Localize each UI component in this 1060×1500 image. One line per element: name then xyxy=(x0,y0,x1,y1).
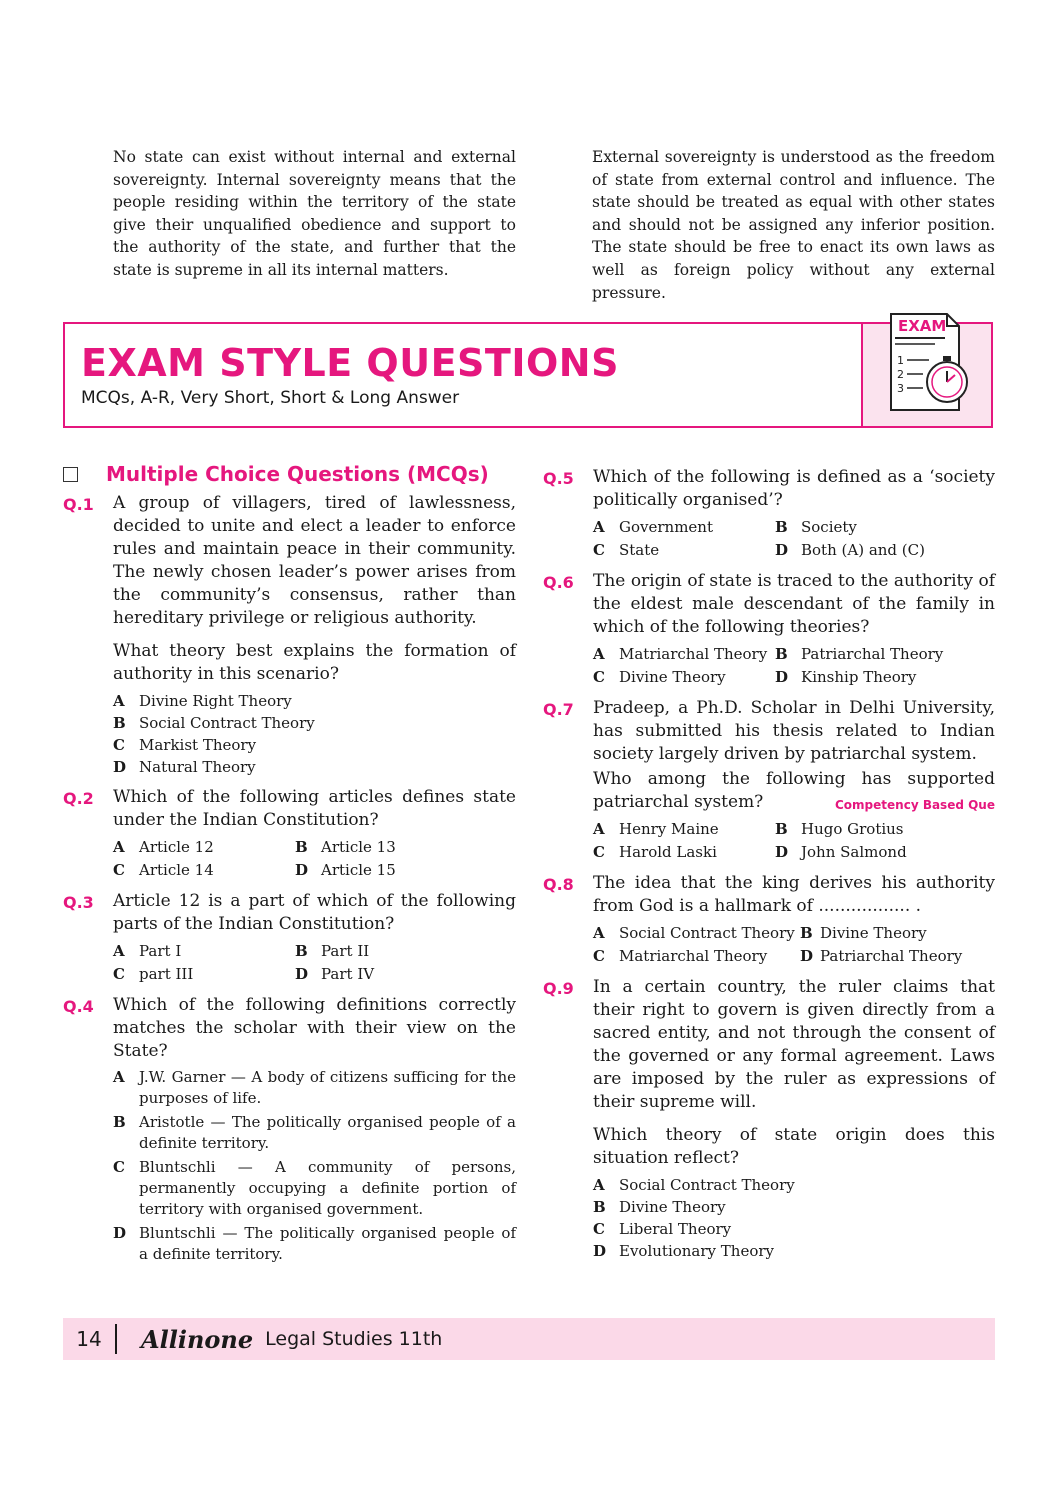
question-prompt: Who among the following has supported patriarchal system? Competency Based Que xyxy=(593,768,995,814)
option-b: B Part II xyxy=(295,942,370,960)
option-d: D Bluntschli — The politically organised people of a definite territory. xyxy=(113,1224,516,1263)
option-d: D Evolutionary Theory xyxy=(593,1242,775,1260)
option-c: C State xyxy=(593,541,660,559)
section-title: Multiple Choice Questions (MCQs) xyxy=(106,462,489,486)
option-b: B Social Contract Theory xyxy=(113,714,315,732)
question-text: The origin of state is traced to the authority of the eldest male descendant of the family in which of the following theories? xyxy=(593,571,995,637)
option-b: B Article 13 xyxy=(295,838,396,856)
svg-text:3: 3 xyxy=(897,382,904,395)
option-c: C Matriarchal Theory xyxy=(593,947,768,965)
exam-clipboard-stopwatch-icon xyxy=(885,310,975,416)
option-c: C Divine Theory xyxy=(593,668,726,686)
option-d: D Article 15 xyxy=(295,861,396,879)
page-number: 14 xyxy=(76,1327,102,1351)
book-title: Legal Studies 11th xyxy=(265,1328,443,1350)
brand-logo: Allinone xyxy=(141,1324,254,1354)
banner-icon-panel xyxy=(861,317,991,426)
question-text: Which of the following is defined as a ‘society politically organised’? xyxy=(593,467,995,510)
question-prompt: Which theory of state origin does this situation reflect? xyxy=(593,1125,995,1168)
question-3 xyxy=(63,890,516,986)
question-1 xyxy=(63,492,516,778)
option-b: B Divine Theory xyxy=(593,1198,726,1216)
checkbox-icon xyxy=(63,467,78,482)
right-column xyxy=(543,466,995,1270)
question-text: Article 12 is a part of which of the following parts of the Indian Constitution? xyxy=(113,891,516,934)
question-9 xyxy=(543,976,995,1262)
intro-left-paragraph: No state can exist without internal and external sovereignty. Internal sovereignty means that the people residing within the territory of the state give their unqualified obedience and support to the authority of the state, and further that the state is supreme in all its internal matters. xyxy=(113,148,516,279)
option-a: A Social Contract Theory xyxy=(593,924,795,942)
left-column xyxy=(63,462,516,1276)
competency-badge: Competency Based Que xyxy=(835,798,995,812)
section-header xyxy=(63,462,516,486)
banner-text xyxy=(65,324,861,426)
banner-title: EXAM STYLE QUESTIONS xyxy=(81,341,619,385)
option-c: C Harold Laski xyxy=(593,843,717,861)
question-number: Q.2 xyxy=(63,789,94,808)
question-4 xyxy=(63,994,516,1268)
question-number: Q.1 xyxy=(63,495,94,514)
option-c: C Markist Theory xyxy=(113,736,257,754)
option-b: B Divine Theory xyxy=(800,924,927,942)
option-a: A Divine Right Theory xyxy=(113,692,292,710)
question-text: Which of the following articles defines state under the Indian Constitution? xyxy=(113,787,516,830)
question-text: A group of villagers, tired of lawlessness, decided to unite and elect a leader to enforce rules and maintain peace in their community. The newly chosen leader’s power arises from the community’s consensus, rather than hereditary privilege or religious authority. xyxy=(113,493,516,628)
option-d: D Part IV xyxy=(295,965,375,983)
option-a: A Government xyxy=(593,518,713,536)
option-a: A Article 12 xyxy=(113,838,214,856)
question-text: Pradeep, a Ph.D. Scholar in Delhi University, has submitted his thesis related to Indian society largely driven by patriarchal system. xyxy=(593,698,995,764)
question-number: Q.4 xyxy=(63,997,94,1016)
option-c: C Bluntschli — A community of persons, permanently occupying a definite portion of territory with organised government. xyxy=(113,1158,516,1218)
option-a: A Matriarchal Theory xyxy=(593,645,768,663)
option-b: B Patriarchal Theory xyxy=(775,645,944,663)
question-5 xyxy=(543,466,995,562)
question-number: Q.5 xyxy=(543,469,574,488)
svg-text:2: 2 xyxy=(897,368,904,381)
exam-style-banner xyxy=(63,317,993,428)
question-8 xyxy=(543,872,995,968)
question-text: Which of the following definitions correctly matches the scholar with their view on the State? xyxy=(113,995,516,1061)
option-b: B Aristotle — The politically organised people of a definite territory. xyxy=(113,1113,516,1152)
question-number: Q.8 xyxy=(543,875,574,894)
question-number: Q.9 xyxy=(543,979,574,998)
option-c: C Article 14 xyxy=(113,861,214,879)
svg-text:1: 1 xyxy=(897,354,904,367)
page-footer xyxy=(63,1318,995,1360)
option-c: C Liberal Theory xyxy=(593,1220,732,1238)
option-a: A J.W. Garner — A body of citizens sufficing for the purposes of life. xyxy=(113,1068,516,1107)
question-number: Q.3 xyxy=(63,893,94,912)
option-b: B Hugo Grotius xyxy=(775,820,904,838)
intro-section xyxy=(113,146,995,304)
option-d: D Kinship Theory xyxy=(775,668,917,686)
question-number: Q.7 xyxy=(543,700,574,719)
option-d: D Patriarchal Theory xyxy=(800,947,963,965)
question-text: In a certain country, the ruler claims that their right to govern is given directly from a sacred entity, and not through the consent of the governed or any formal agreement. Laws are imposed by the ruler as expressions of their supreme will. xyxy=(593,977,995,1112)
question-6 xyxy=(543,570,995,689)
question-text: The idea that the king derives his authority from God is a hallmark of ................. . xyxy=(593,873,995,916)
option-d: D Natural Theory xyxy=(113,758,256,776)
option-a: A Henry Maine xyxy=(593,820,719,838)
banner-subtitle: MCQs, A-R, Very Short, Short & Long Answer xyxy=(81,388,460,408)
option-a: A Social Contract Theory xyxy=(593,1176,795,1194)
question-prompt: What theory best explains the formation of authority in this scenario? xyxy=(113,641,516,684)
option-d: D John Salmond xyxy=(775,843,907,861)
question-number: Q.6 xyxy=(543,573,574,592)
option-d: D Both (A) and (C) xyxy=(775,541,925,559)
icon-exam-label: EXAM xyxy=(898,317,947,335)
option-c: C part III xyxy=(113,965,194,983)
option-b: B Society xyxy=(775,518,857,536)
footer-divider xyxy=(115,1324,117,1354)
option-a: A Part I xyxy=(113,942,182,960)
question-2 xyxy=(63,786,516,882)
intro-right-paragraph: External sovereignty is understood as the freedom of state from external control and influence. The state should be treated as equal with other states and should not be assigned any inferior position. The state should be free to enact its own laws as well as foreign policy without any external pressure. xyxy=(592,148,995,302)
question-7 xyxy=(543,697,995,864)
